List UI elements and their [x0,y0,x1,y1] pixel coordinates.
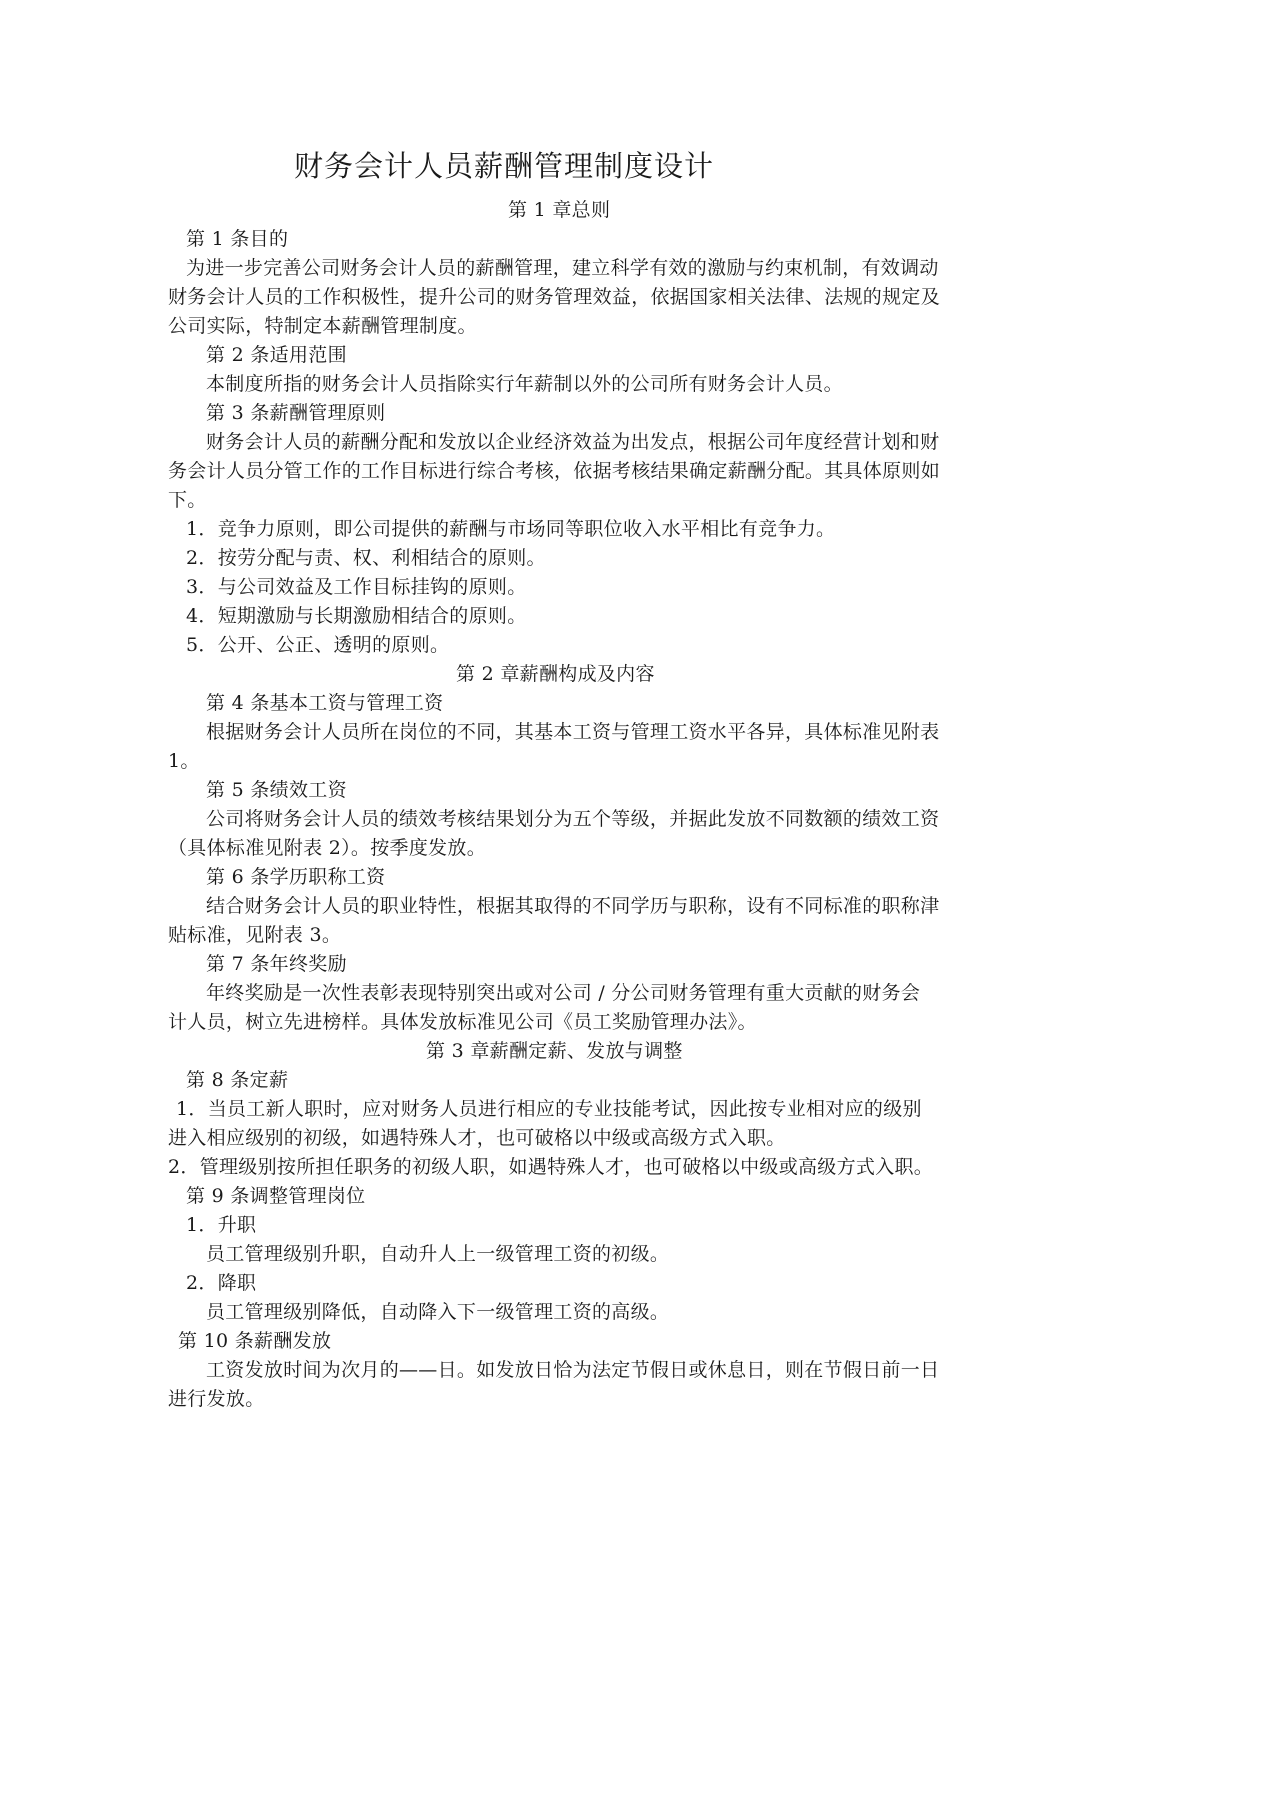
article-1-heading: 第 1 条目的 [186,228,289,250]
article-4-text-line: 1。 [168,750,200,772]
article-9-item-text: 员工管理级别升职，自动升人上一级管理工资的初级。 [206,1243,670,1265]
article-6-text-line: 结合财务会计人员的职业特性，根据其取得的不同学历与职称，设有不同标准的职称津 [206,895,940,917]
article-7-text-line: 年终奖励是一次性表彰表现特别突出或对公司 / 分公司财务管理有重大贡献的财务会 [206,982,921,1004]
article-9-item-label: 1．升职 [186,1214,257,1236]
article-5-text-line: 公司将财务会计人员的绩效考核结果划分为五个等级，并据此发放不同数额的绩效工资 [206,808,940,830]
principle-item: 3．与公司效益及工作目标挂钩的原则。 [186,576,527,598]
article-8-text-line: 2．管理级别按所担任职务的初级人职，如遇特殊人才，也可破格以中级或高级方式入职。 [168,1156,934,1178]
article-5-heading: 第 5 条绩效工资 [206,779,347,801]
article-10-text-line: 工资发放时间为次月的——日。如发放日恰为法定节假日或休息日，则在节假日前一日 [206,1359,940,1381]
chapter-1-heading: 第 1 章总则 [508,199,611,221]
article-3-text-line: 财务会计人员的薪酬分配和发放以企业经济效益为出发点，根据公司年度经营计划和财 [206,431,940,453]
article-10-text-line: 进行发放。 [168,1388,265,1410]
article-6-text-line: 贴标准，见附表 3。 [168,924,342,946]
article-1-text-line: 财务会计人员的工作积极性，提升公司的财务管理效益，依据国家相关法律、法规的规定及 [168,286,941,308]
article-2-heading: 第 2 条适用范围 [206,344,347,366]
principle-item: 2．按劳分配与责、权、利相结合的原则。 [186,547,546,569]
chapter-3-heading: 第 3 章薪酬定薪、发放与调整 [426,1040,683,1062]
article-7-text-line: 计人员，树立先进榜样。具体发放标准见公司《员工奖励管理办法》。 [168,1011,757,1033]
article-7-heading: 第 7 条年终奖励 [206,953,347,975]
article-3-text-line: 下。 [168,489,207,511]
article-4-text-line: 根据财务会计人员所在岗位的不同，其基本工资与管理工资水平各异，具体标准见附表 [206,721,940,743]
article-1-text-line: 为进一步完善公司财务会计人员的薪酬管理，建立科学有效的激励与约束机制，有效调动 [186,257,939,279]
principle-item: 5．公开、公正、透明的原则。 [186,634,450,656]
article-5-text-line: （具体标准见附表 2）。按季度发放。 [168,837,487,859]
chapter-2-heading: 第 2 章薪酬构成及内容 [456,663,655,685]
article-6-heading: 第 6 条学历职称工资 [206,866,386,888]
document-title: 财务会计人员薪酬管理制度设计 [294,149,715,183]
article-10-heading: 第 10 条薪酬发放 [178,1330,332,1352]
article-9-item-label: 2．降职 [186,1272,257,1294]
article-9-heading: 第 9 条调整管理岗位 [186,1185,366,1207]
principle-item: 1．竞争力原则，即公司提供的薪酬与市场同等职位收入水平相比有竞争力。 [186,518,836,540]
article-9-item-text: 员工管理级别降低，自动降入下一级管理工资的高级。 [206,1301,670,1323]
article-8-text-line: 进入相应级别的初级，如遇特殊人才，也可破格以中级或高级方式入职。 [168,1127,786,1149]
article-3-heading: 第 3 条薪酬管理原则 [206,402,386,424]
article-1-text-line: 公司实际，特制定本薪酬管理制度。 [168,315,477,337]
article-3-text-line: 务会计人员分管工作的工作目标进行综合考核，依据考核结果确定薪酬分配。其具体原则如 [168,460,941,482]
article-2-text-line: 本制度所指的财务会计人员指除实行年薪制以外的公司所有财务会计人员。 [206,373,843,395]
principle-item: 4．短期激励与长期激励相结合的原则。 [186,605,527,627]
article-8-heading: 第 8 条定薪 [186,1069,289,1091]
article-8-text-line: 1．当员工新人职时，应对财务人员进行相应的专业技能考试，因此按专业相对应的级别 [176,1098,922,1120]
article-4-heading: 第 4 条基本工资与管理工资 [206,692,444,714]
